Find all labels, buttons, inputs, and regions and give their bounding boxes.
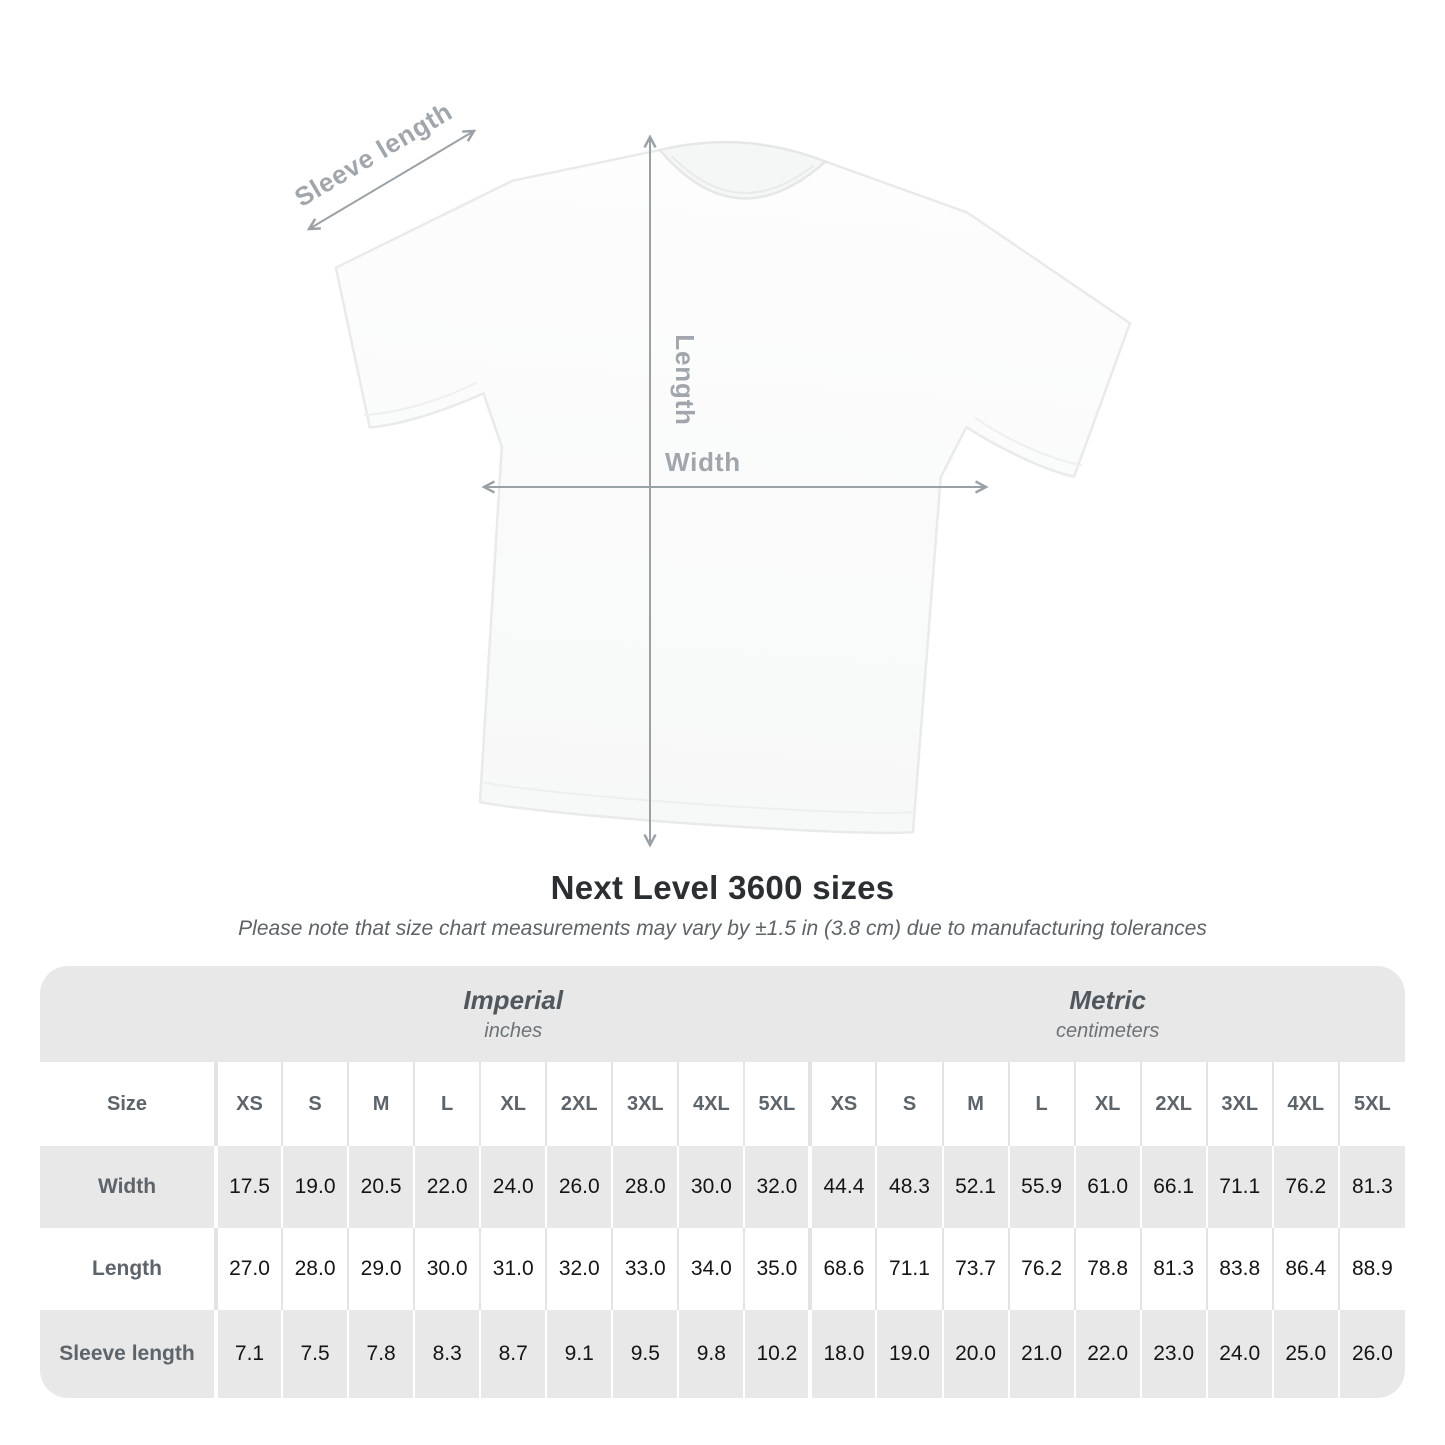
measurement-value: 24.0: [480, 1146, 546, 1228]
size-header-row: [40, 1062, 1405, 1146]
measurement-value: 32.0: [744, 1146, 810, 1228]
measurement-value: 22.0: [1075, 1310, 1141, 1398]
size-table: [40, 966, 1405, 1398]
size-column-header: M: [348, 1062, 414, 1146]
measurement-value: 81.3: [1339, 1146, 1405, 1228]
measurement-row: [40, 1146, 1405, 1228]
measurement-value: 81.3: [1141, 1228, 1207, 1310]
measurement-row-label: Sleeve length: [59, 1342, 195, 1365]
size-column-header: 3XL: [612, 1062, 678, 1146]
measurement-value: 18.0: [810, 1310, 876, 1398]
imperial-label: Imperial: [463, 985, 564, 1015]
size-table-grid: [40, 966, 1405, 1398]
measurement-value: 19.0: [282, 1146, 348, 1228]
measurement-value: 32.0: [546, 1228, 612, 1310]
size-column-header: L: [414, 1062, 480, 1146]
measurement-value: 71.1: [876, 1228, 942, 1310]
measurement-value: 48.3: [876, 1146, 942, 1228]
measurement-value: 19.0: [876, 1310, 942, 1398]
measurement-value: 30.0: [678, 1146, 744, 1228]
measurement-value: 8.3: [414, 1310, 480, 1398]
measurement-value: 31.0: [480, 1228, 546, 1310]
metric-label: Metric: [1069, 985, 1146, 1015]
measurement-value: 33.0: [612, 1228, 678, 1310]
measurement-value: 78.8: [1075, 1228, 1141, 1310]
size-column-header: 5XL: [744, 1062, 810, 1146]
measurement-value: 17.5: [216, 1146, 282, 1228]
tshirt-illustration: [299, 115, 1141, 852]
size-column-header: S: [876, 1062, 942, 1146]
measurement-value: 8.7: [480, 1310, 546, 1398]
measurement-value: 9.8: [678, 1310, 744, 1398]
measurement-value: 22.0: [414, 1146, 480, 1228]
page-title: Next Level 3600 sizes: [550, 869, 895, 906]
size-column-header: 4XL: [678, 1062, 744, 1146]
size-column-header: 2XL: [1141, 1062, 1207, 1146]
measurement-value: 68.6: [810, 1228, 876, 1310]
width-diagram-label: Width: [665, 447, 741, 477]
measurement-value: 26.0: [546, 1146, 612, 1228]
measurement-value: 28.0: [612, 1146, 678, 1228]
measurement-value: 76.2: [1273, 1146, 1339, 1228]
measurement-value: 23.0: [1141, 1310, 1207, 1398]
measurement-value: 61.0: [1075, 1146, 1141, 1228]
measurement-value: 52.1: [943, 1146, 1009, 1228]
measurement-value: 55.9: [1009, 1146, 1075, 1228]
measurement-value: 20.5: [348, 1146, 414, 1228]
tolerance-note: Please note that size chart measurements may vary by ±1.5 in (3.8 cm) due to manufacturing tolerances: [238, 917, 1207, 940]
measurement-value: 76.2: [1009, 1228, 1075, 1310]
measurement-value: 86.4: [1273, 1228, 1339, 1310]
measurement-value: 66.1: [1141, 1146, 1207, 1228]
measurement-value: 29.0: [348, 1228, 414, 1310]
measurement-value: 35.0: [744, 1228, 810, 1310]
size-corner-label: Size: [40, 1062, 216, 1146]
unit-band-corner: [40, 966, 216, 1062]
measurement-value: 88.9: [1339, 1228, 1405, 1310]
measurement-value: 27.0: [216, 1228, 282, 1310]
size-column-header: XL: [480, 1062, 546, 1146]
size-column-header: XL: [1075, 1062, 1141, 1146]
imperial-unit: inches: [484, 1020, 543, 1042]
measurement-value: 83.8: [1207, 1228, 1273, 1310]
measurement-value: 28.0: [282, 1228, 348, 1310]
size-column-header: M: [943, 1062, 1009, 1146]
measurement-value: 73.7: [943, 1228, 1009, 1310]
size-column-header: L: [1009, 1062, 1075, 1146]
unit-band-row: [40, 966, 1405, 1062]
measurement-row-label: Width: [97, 1175, 157, 1198]
size-column-header: S: [282, 1062, 348, 1146]
measurement-value: 71.1: [1207, 1146, 1273, 1228]
measurement-row: [40, 1228, 1405, 1310]
measurement-value: 21.0: [1009, 1310, 1075, 1398]
length-diagram-label: Length: [670, 334, 700, 426]
measurement-value: 24.0: [1207, 1310, 1273, 1398]
size-column-header: 2XL: [546, 1062, 612, 1146]
size-column-header: XS: [216, 1062, 282, 1146]
size-column-header: 5XL: [1339, 1062, 1405, 1146]
measurement-value: 7.8: [348, 1310, 414, 1398]
measurement-value: 10.2: [744, 1310, 810, 1398]
size-column-header: 3XL: [1207, 1062, 1273, 1146]
sleeve-length-diagram-label: Sleeve length: [289, 95, 458, 213]
measurement-value: 34.0: [678, 1228, 744, 1310]
measurement-value: 25.0: [1273, 1310, 1339, 1398]
measurement-value: 20.0: [943, 1310, 1009, 1398]
measurement-value: 7.5: [282, 1310, 348, 1398]
imperial-group-header: [216, 966, 810, 1062]
size-column-header: XS: [810, 1062, 876, 1146]
measurement-value: 44.4: [810, 1146, 876, 1228]
measurement-value: 30.0: [414, 1228, 480, 1310]
measurement-value: 7.1: [216, 1310, 282, 1398]
metric-unit: centimeters: [1056, 1020, 1160, 1042]
measurement-value: 9.5: [612, 1310, 678, 1398]
measurement-row: [40, 1310, 1405, 1398]
metric-group-header: [810, 966, 1405, 1062]
measurement-value: 26.0: [1339, 1310, 1405, 1398]
measurement-row-label: Length: [92, 1257, 162, 1280]
measurement-value: 9.1: [546, 1310, 612, 1398]
size-column-header: 4XL: [1273, 1062, 1339, 1146]
